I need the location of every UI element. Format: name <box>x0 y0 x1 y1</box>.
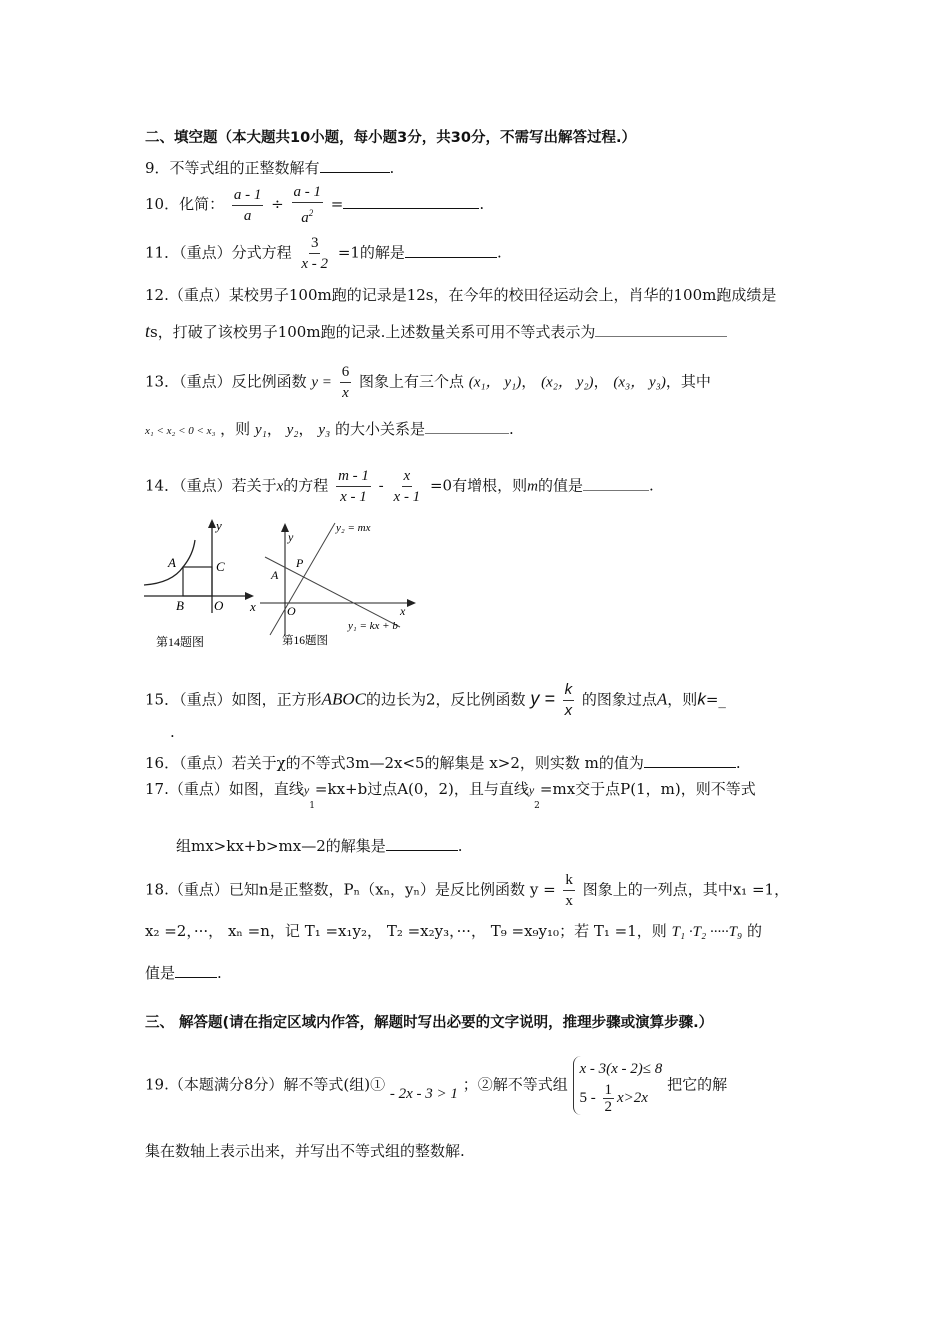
fraction-denominator: x <box>342 385 349 401</box>
minus-sign: - <box>378 476 384 495</box>
fraction <box>299 233 330 274</box>
question-17-mid-2: =mx交于点P(1，m)，则不等式 <box>539 780 756 798</box>
question-14-mid: 的方程 <box>283 476 329 495</box>
fraction-numerator: k <box>563 870 575 891</box>
question-18-line-2 <box>145 921 762 942</box>
fraction-2 <box>292 182 324 228</box>
fraction-2-numerator: x <box>402 466 413 487</box>
question-13-suffix: 的大小关系是 <box>334 420 425 438</box>
figure-16 <box>260 515 430 655</box>
answer-blank[interactable] <box>583 474 649 491</box>
caption-fig14: 第14题图 <box>156 635 205 649</box>
question-17-prefix: 17.（重点）如图，直线 <box>145 780 304 798</box>
question-18-line-3 <box>145 961 222 983</box>
question-14-suffix-2: 的值是 <box>537 476 583 495</box>
question-13-prefix: 13．（重点）反比例函数 <box>145 372 307 391</box>
then-text: ，则 <box>636 922 667 940</box>
fraction-numerator: 6 <box>340 362 352 383</box>
period: . <box>735 754 741 772</box>
question-19-line-1 <box>145 1061 728 1115</box>
label-a: A <box>168 555 176 570</box>
label-line-y2: y₂ = mx <box>336 522 371 534</box>
label-o: O <box>287 604 296 618</box>
label-b: B <box>176 598 184 613</box>
function-y: y = <box>529 880 556 899</box>
variable-t: t <box>145 321 151 341</box>
condition: x₁ < x₂ < 0 < x₃ <box>145 425 216 437</box>
question-15-suffix: 的图象过点 <box>581 690 657 709</box>
question-11-suffix: =1的解是 <box>337 243 405 262</box>
question-18-tail-text: 值是 <box>145 964 176 982</box>
answer-blank[interactable] <box>405 241 497 258</box>
question-19-mid: ；②解不等式组 <box>462 1075 568 1094</box>
system-row-1: x - 3(x - 2)≤ 8 <box>579 1061 663 1077</box>
label-x: x <box>400 604 406 618</box>
fraction <box>340 362 352 403</box>
question-9-text: 9．不等式组的正整数解有 <box>145 159 320 177</box>
fraction-numerator: 3 <box>309 233 321 254</box>
separator: ， <box>593 372 609 391</box>
figure-14 <box>140 515 260 655</box>
question-14-prefix: 14．（重点）若关于 <box>145 476 277 495</box>
system-row-2: 5 - $\frac{1}{2}$ x>2x <box>579 1082 648 1115</box>
label-p: P <box>296 556 304 570</box>
separator: ， <box>266 420 282 438</box>
question-13-tail: ，其中 <box>665 372 711 391</box>
system-fraction: $\frac{1}{2}$ <box>604 1082 612 1115</box>
question-10 <box>145 182 484 228</box>
answer-blank-start[interactable]: =_ <box>705 690 726 709</box>
t1-equals: T₁ =1 <box>593 922 637 940</box>
question-15-mid: 的边长为2，反比例函数 <box>365 690 526 709</box>
fraction-1 <box>232 185 264 226</box>
fraction-1-denominator: x - 1 <box>340 489 367 505</box>
question-15-prefix: 15．（重点）如图，正方形 <box>145 690 322 709</box>
xn-value: xₙ =n，记 <box>227 922 300 940</box>
answer-blank[interactable] <box>425 417 509 434</box>
exponent: 2 <box>308 208 314 218</box>
period: . <box>479 195 485 213</box>
product-t: T₁ ·T₂ ·····T₉ <box>671 924 743 940</box>
question-12-text: s，打破了该校男子100m跑的记录.上述数量关系可用不等式表示为 <box>150 323 596 341</box>
caption-fig16: 第16题图 <box>282 635 328 647</box>
question-10-prefix: 10．化简： <box>145 195 225 213</box>
de-text: 的 <box>747 922 763 940</box>
answer-blank[interactable] <box>595 320 727 337</box>
label-c: C <box>216 559 225 574</box>
label-line-y1: y₁ = kx + b <box>348 620 398 632</box>
point-3: (x₃， y₃) <box>613 374 666 391</box>
separator: ， <box>367 922 383 940</box>
fraction-1 <box>336 466 371 507</box>
square-aboc <box>183 567 212 596</box>
t1-def: T₁ =x₁y₂ <box>304 922 368 940</box>
fraction <box>563 680 575 721</box>
y1-subscript: 1 <box>309 801 315 811</box>
answer-blank[interactable] <box>386 834 458 851</box>
t9-def: T₉ =x₉y₁₀ <box>490 922 560 940</box>
fraction-1-denominator: a <box>243 207 252 224</box>
question-19-line-2: 集在数轴上表示出来，并写出不等式组的整数解. <box>145 1142 465 1160</box>
function-y: y = <box>311 374 332 391</box>
fraction-2 <box>392 466 423 507</box>
fraction-1-numerator: a - 1 <box>232 185 264 206</box>
question-17-line-2 <box>176 834 463 856</box>
period: . <box>508 420 514 438</box>
division-sign: ÷ <box>271 195 284 213</box>
inequality-system <box>573 1056 663 1115</box>
question-13-line-1 <box>145 362 711 403</box>
question-12-line-2 <box>145 320 727 342</box>
period: . <box>496 243 502 262</box>
label-a: A <box>271 568 279 582</box>
x2-value: x₂ =2，···， <box>145 922 224 940</box>
question-14-suffix-1: =0有增根，则 <box>429 476 528 495</box>
fraction-2-denominator: x - 1 <box>393 489 421 505</box>
fraction-1-numerator: m - 1 <box>336 466 371 487</box>
question-9 <box>145 156 394 178</box>
label-o: O <box>214 598 224 613</box>
label-x: x <box>250 599 256 614</box>
answer-blank[interactable] <box>644 751 736 768</box>
y2-symbol: y <box>528 783 535 797</box>
period: . <box>389 159 395 177</box>
question-15-continuation: . <box>170 723 175 741</box>
fraction-denominator: x <box>564 702 573 719</box>
fraction-2-denominator: $a^2$ <box>301 208 314 226</box>
question-15 <box>145 680 726 721</box>
question-11 <box>145 233 502 274</box>
question-13-line-2 <box>145 417 514 441</box>
then-text: ，则 <box>220 420 251 438</box>
function-y: y = <box>530 688 555 709</box>
value-y1: y₁ <box>254 422 267 438</box>
question-16 <box>145 751 741 773</box>
answer-blank[interactable] <box>320 156 390 173</box>
then-text: ，则 <box>667 690 698 709</box>
answer-blank[interactable] <box>343 192 479 209</box>
question-18-mid: 是反比例函数 <box>435 880 526 899</box>
square-name: ABOC <box>321 689 366 709</box>
fraction <box>563 870 575 911</box>
point-1: (x₁， y₁) <box>468 374 522 391</box>
if-text: ；若 <box>559 922 590 940</box>
question-12-line-1: 12.（重点）某校男子100m跑的记录是12s，在今年的校田径运动会上，肖华的100m跑成绩是 <box>145 286 777 304</box>
label-y: y <box>216 518 222 533</box>
section-heading-fill-blank: 二、填空题（本大题共10小题，每小题3分，共30分，不需写出解答过程.） <box>145 130 636 146</box>
x-axis-arrow <box>407 599 416 607</box>
variable-m: m <box>527 478 538 495</box>
period: . <box>457 837 463 855</box>
question-17-text: 组mx>kx+b>mx—2的解集是 <box>176 837 386 855</box>
question-17-line-1 <box>145 779 756 811</box>
ellipsis: ，···， <box>449 922 486 940</box>
y1-symbol: y <box>303 783 310 797</box>
answer-blank[interactable] <box>175 961 217 978</box>
period: . <box>648 476 654 495</box>
question-13-mid: 图象上有三个点 <box>358 372 464 391</box>
fraction-2-numerator: a - 1 <box>292 182 324 203</box>
question-11-prefix: 11．（重点）分式方程 <box>145 243 292 262</box>
inequality-1: - 2x - 3 > 1 <box>389 1085 458 1102</box>
value-y2: y₂ <box>286 422 299 438</box>
t2-def: T₂ =x₂y₃ <box>386 922 450 940</box>
line-y2-mx <box>270 523 335 635</box>
variable-k: k <box>697 689 706 709</box>
fraction-numerator: k <box>563 680 575 701</box>
fraction-denominator: x <box>565 893 573 909</box>
y-axis-arrow <box>208 519 216 528</box>
question-19-suffix: 把它的解 <box>667 1075 728 1094</box>
question-19-prefix: 19.（本题满分8分）解不等式(组)① <box>145 1075 386 1094</box>
point-a: A <box>656 689 668 709</box>
separator: ， <box>298 420 314 438</box>
y2-subscript: 2 <box>534 801 540 811</box>
period: . <box>217 964 222 982</box>
fraction-denominator: x - 2 <box>301 256 329 272</box>
point-pn: Pₙ（xₙ，yₙ） <box>343 880 436 899</box>
question-14 <box>145 466 654 507</box>
question-17-mid-1: =kx+b过点A(0，2)，且与直线 <box>314 780 529 798</box>
x1-value: x₁ =1， <box>732 880 790 899</box>
question-16-text: 16．（重点）若关于χ的不等式3m—2x<5的解集是 x>2，则实数 m的值为 <box>145 754 644 772</box>
question-18-prefix: 18.（重点）已知n是正整数， <box>145 880 344 899</box>
question-18-line-1 <box>145 870 789 911</box>
equals-sign: = <box>330 195 344 213</box>
section-heading-solve: 三、 解答题(请在指定区域内作答，解题时写出必要的文字说明，推理步骤或演算步骤.） <box>145 1015 714 1031</box>
value-y3: y₃ <box>318 422 331 438</box>
separator: ， <box>521 372 537 391</box>
point-2: (x₂， y₂) <box>541 374 594 391</box>
variable-x: x <box>276 478 284 495</box>
question-18-tail: 图象上的一列点，其中 <box>582 880 733 899</box>
label-y: y <box>288 530 294 544</box>
